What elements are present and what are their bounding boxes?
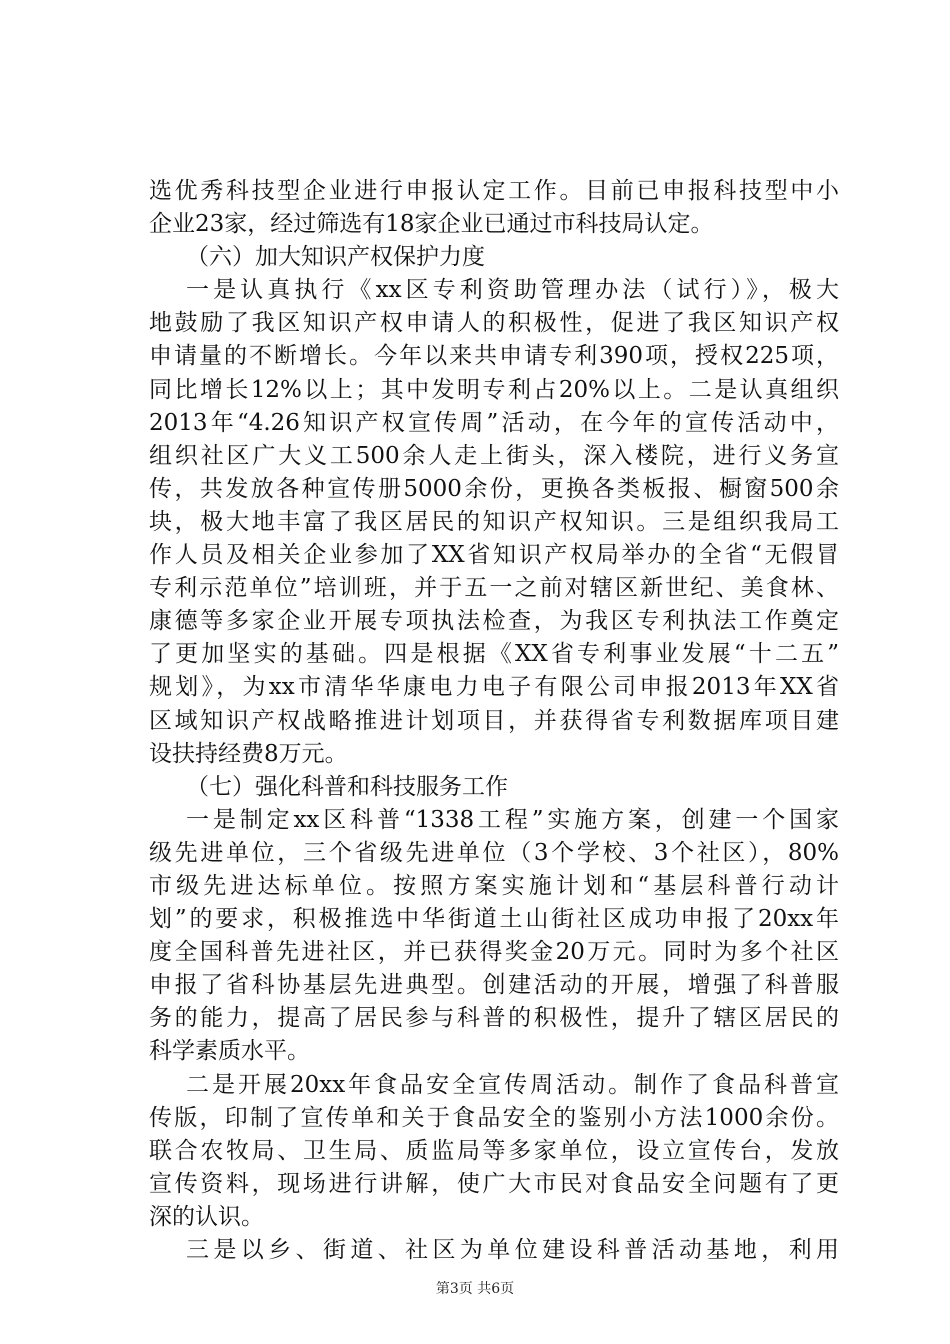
text-line: 传，共发放各种宣传册5000余份，更换各类板报、橱窗500余 bbox=[149, 475, 839, 502]
text-line: 市级先进达标单位。按照方案实施计划和“基层科普行动计 bbox=[149, 872, 839, 899]
text-line: 作人员及相关企业参加了XX省知识产权局举办的全省“无假冒 bbox=[149, 542, 839, 569]
section-heading: （六）加大知识产权保护力度 bbox=[186, 244, 485, 271]
text-line: 了更加坚实的基础。四是根据《XX省专利事业发展“十二五” bbox=[149, 641, 839, 668]
text-line: 申请量的不断增长。今年以来共申请专利390项，授权225项， bbox=[149, 343, 839, 370]
text-line: 专利示范单位”培训班，并于五一之前对辖区新世纪、美食林、 bbox=[149, 575, 839, 602]
text-line: 同比增长12%以上；其中发明专利占20%以上。二是认真组织 bbox=[149, 376, 839, 403]
text-line: 深的认识。 bbox=[149, 1203, 264, 1230]
page-footer: 第3页 共6页 bbox=[435, 1281, 515, 1297]
text-line: 地鼓励了我区知识产权申请人的积极性，促进了我区知识产权 bbox=[149, 310, 839, 337]
text-line: 2013年“4.26知识产权宣传周”活动，在今年的宣传活动中， bbox=[149, 409, 839, 436]
text-line: 组织社区广大义工500余人走上街头，深入楼院，进行义务宣 bbox=[149, 442, 839, 469]
text-line: 康德等多家企业开展专项执法检查，为我区专利执法工作奠定 bbox=[149, 608, 839, 635]
text-line: 级先进单位，三个省级先进单位（3个学校、3个社区），80% bbox=[149, 839, 839, 866]
text-line: 划”的要求，积极推选中华街道土山街社区成功申报了20xx年 bbox=[149, 906, 839, 933]
text-line: 设扶持经费8万元。 bbox=[149, 740, 348, 767]
text-line: 三是以乡、街道、社区为单位建设科普活动基地，利用 bbox=[186, 1237, 839, 1263]
text-line: 规划》，为xx市清华华康电力电子有限公司申报2013年XX省 bbox=[149, 674, 839, 701]
text-line: 一是制定xx区科普“1338工程”实施方案，创建一个国家 bbox=[186, 806, 839, 833]
text-line: 申报了省科协基层先进典型。创建活动的开展，增强了科普服 bbox=[149, 972, 839, 999]
text-line: 选优秀科技型企业进行申报认定工作。目前已申报科技型中小 bbox=[149, 178, 839, 204]
text-line: 宣传资料，现场进行讲解，使广大市民对食品安全问题有了更 bbox=[149, 1170, 839, 1197]
text-line: 块，极大地丰富了我区居民的知识产权知识。三是组织我局工 bbox=[149, 508, 839, 535]
text-line: 二是开展20xx年食品安全宣传周活动。制作了食品科普宣 bbox=[186, 1071, 839, 1098]
text-line: 度全国科普先进社区，并已获得奖金20万元。同时为多个社区 bbox=[149, 939, 839, 966]
text-line: 传版，印制了宣传单和关于食品安全的鉴别小方法1000余份。 bbox=[149, 1104, 839, 1131]
text-line: 务的能力，提高了居民参与科普的积极性，提升了辖区居民的 bbox=[149, 1005, 839, 1032]
text-line: 联合农牧局、卫生局、质监局等多家单位，设立宣传台，发放 bbox=[149, 1137, 839, 1164]
section-heading: （七）强化科普和科技服务工作 bbox=[186, 773, 508, 800]
text-line: 科学素质水平。 bbox=[149, 1038, 310, 1065]
text-line: 一是认真执行《xx区专利资助管理办法（试行）》，极大 bbox=[186, 277, 839, 304]
text-line: 企业23家，经过筛选有18家企业已通过市科技局认定。 bbox=[149, 211, 714, 238]
body-text bbox=[149, 175, 839, 1267]
text-line: 区域知识产权战略推进计划项目，并获得省专利数据库项目建 bbox=[149, 707, 839, 734]
